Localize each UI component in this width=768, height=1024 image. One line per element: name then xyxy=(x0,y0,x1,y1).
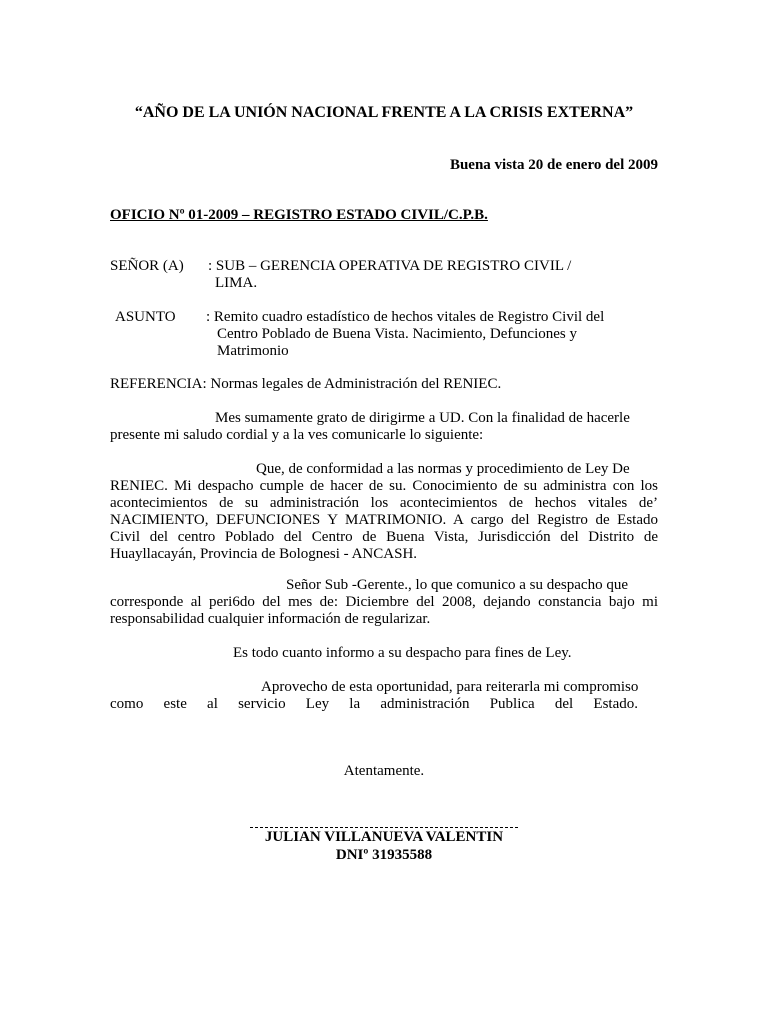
paragraph-3-line: corresponde al peri6do del mes de: Diciembre del 2008, dejando constancia bajo mi xyxy=(110,594,658,610)
paragraph-5-line: como este al servicio Ley la administración Publica del Estado. xyxy=(110,696,638,712)
paragraph-3 xyxy=(110,577,658,628)
paragraph-2 xyxy=(110,461,658,563)
signatory-dni: DNIº 31935588 xyxy=(335,847,433,863)
closing-text: Atentamente. xyxy=(343,763,425,779)
reference-line: REFERENCIA: Normas legales de Administración del RENIEC. xyxy=(110,376,502,392)
paragraph-2-line: Civil del centro Poblado del Centro de Buena Vista, Jurisdicción del Distrito de xyxy=(110,529,658,545)
paragraph-4: Es todo cuanto informo a su despacho para fines de Ley. xyxy=(233,645,572,661)
subject-label: ASUNTO xyxy=(115,309,176,325)
subject-line-2: Centro Poblado de Buena Vista. Nacimiento, Defunciones y xyxy=(217,326,577,342)
paragraph-1-line: Mes sumamente grato de dirigirme a UD. Con la finalidad de hacerle xyxy=(215,410,630,426)
document-title: “AÑO DE LA UNIÓN NACIONAL FRENTE A LA CRISIS EXTERNA” xyxy=(134,104,634,121)
paragraph-5-line: Aprovecho de esta oportunidad, para reiterarla mi compromiso xyxy=(261,679,639,695)
addressee-line-1: : SUB – GERENCIA OPERATIVA DE REGISTRO CIVIL / xyxy=(208,258,572,274)
paragraph-5 xyxy=(110,679,658,713)
paragraph-2-line: RENIEC. Mi despacho cumple de hacer de su. Conocimiento de su administra con los xyxy=(110,478,658,494)
addressee-label: SEÑOR (A) xyxy=(110,258,184,274)
subject-line-3: Matrimonio xyxy=(217,343,289,359)
signatory-name: JULIAN VILLANUEVA VALENTIN xyxy=(264,829,504,845)
paragraph-2-line: Que, de conformidad a las normas y procedimiento de Ley De xyxy=(256,461,630,477)
paragraph-2-line: NACIMIENTO, DEFUNCIONES Y MATRIMONIO. A cargo del Registro de Estado xyxy=(110,512,658,528)
addressee-line-2: LIMA. xyxy=(215,275,258,291)
subject-line-1: : Remito cuadro estadístico de hechos vitales de Registro Civil del xyxy=(206,309,605,325)
paragraph-1 xyxy=(110,410,658,444)
document-date: Buena vista 20 de enero del 2009 xyxy=(449,157,658,173)
paragraph-1-line: presente mi saludo cordial y a la ves comunicarle lo siguiente: xyxy=(110,427,484,443)
paragraph-3-line: Señor Sub -Gerente., lo que comunico a su despacho que xyxy=(286,577,628,593)
signature-line xyxy=(250,827,518,828)
paragraph-2-line: acontecimientos de su administración los acontecimientos de hechos vitales de’ xyxy=(110,495,658,511)
oficio-number: OFICIO Nº 01-2009 – REGISTRO ESTADO CIVIL/C.P.B. xyxy=(110,207,488,223)
paragraph-3-line: responsabilidad cualquier información de regularizar. xyxy=(110,611,431,627)
paragraph-2-line: Huayllacayán, Provincia de Bolognesi - ANCASH. xyxy=(110,546,418,562)
